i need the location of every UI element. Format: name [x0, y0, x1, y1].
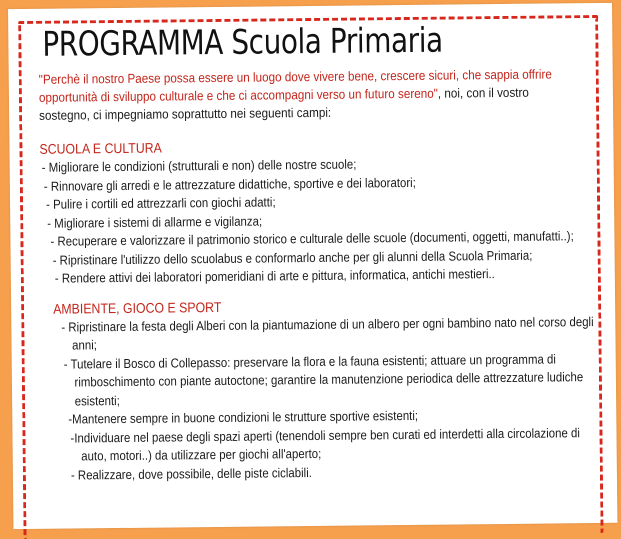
list-item: - Rendere attivi dei laboratori pomeridiani di arte e pittura, informatica, antichi mestieri..	[54, 266, 495, 286]
list-item: - Tutelare il Bosco di Collepasso: preservare la flora e la fauna esistenti; attuare un programma di rimboschimento con piante autoctone; garantire la manutenzione periodica delle attrezzature ludiche esistenti;	[63, 350, 584, 408]
list-item: - Rinnovare gli arredi e le attrezzature didattiche, sportive e dei laboratori;	[43, 174, 416, 194]
list-ambiente-gioco-sport	[35, 312, 603, 484]
list-item: -Mantenere sempre in buone condizioni le strutture sportive esistenti;	[68, 407, 419, 427]
list-item: - Realizzare, dove possibile, delle piste ciclabili.	[70, 464, 312, 483]
poster-sheet	[8, 3, 617, 529]
list-item: - Migliorare le condizioni (strutturali e non) delle nostre scuole;	[41, 156, 357, 175]
list-item: - Ripristinare la festa degli Alberi con la piantumazione di un albero per ogni bambino nato nel corso degli anni;	[61, 313, 594, 353]
intro-paragraph	[39, 65, 557, 124]
poster-content	[32, 19, 603, 485]
list-item: - Pulire i cortili ed attrezzarli con giochi adatti;	[45, 194, 276, 212]
intro-quote: "Perchè il nostro Paese possa essere un luogo dove vivere bene, crescere sicuri, che sappia offrire opportunità di sviluppo culturale e che ci accompagni verso un futuro sereno"	[38, 66, 552, 105]
list-item: - Migliorare i sistemi di allarme e vigilanza;	[47, 213, 263, 231]
section-title-scuola-cultura: SCUOLA E CULTURA	[39, 139, 162, 157]
list-item: -Individuare nel paese degli spazi aperti (tenendoli sempre ben curati ed interdetti alla circolazione di auto, motori..) da utilizzare per giochi all'aperto;	[70, 424, 580, 464]
list-item: - Recuperare e valorizzare il patrimonio storico e culturale delle scuole (documenti, oggetti, manufatti..);	[50, 228, 574, 249]
list-item: - Ripristinare l'utilizzo dello scuolabus e conformarlo anche per gli alunni della Scuola Primaria;	[52, 247, 533, 268]
page-title: PROGRAMMA Scuola Primaria	[42, 20, 443, 65]
section-title-ambiente-gioco-sport: AMBIENTE, GIOCO E SPORT	[53, 298, 222, 317]
intro-rest: , noi, con il vostro sostegno, ci impegniamo soprattutto nei seguenti campi:	[39, 84, 529, 123]
list-scuola-cultura	[34, 153, 601, 288]
